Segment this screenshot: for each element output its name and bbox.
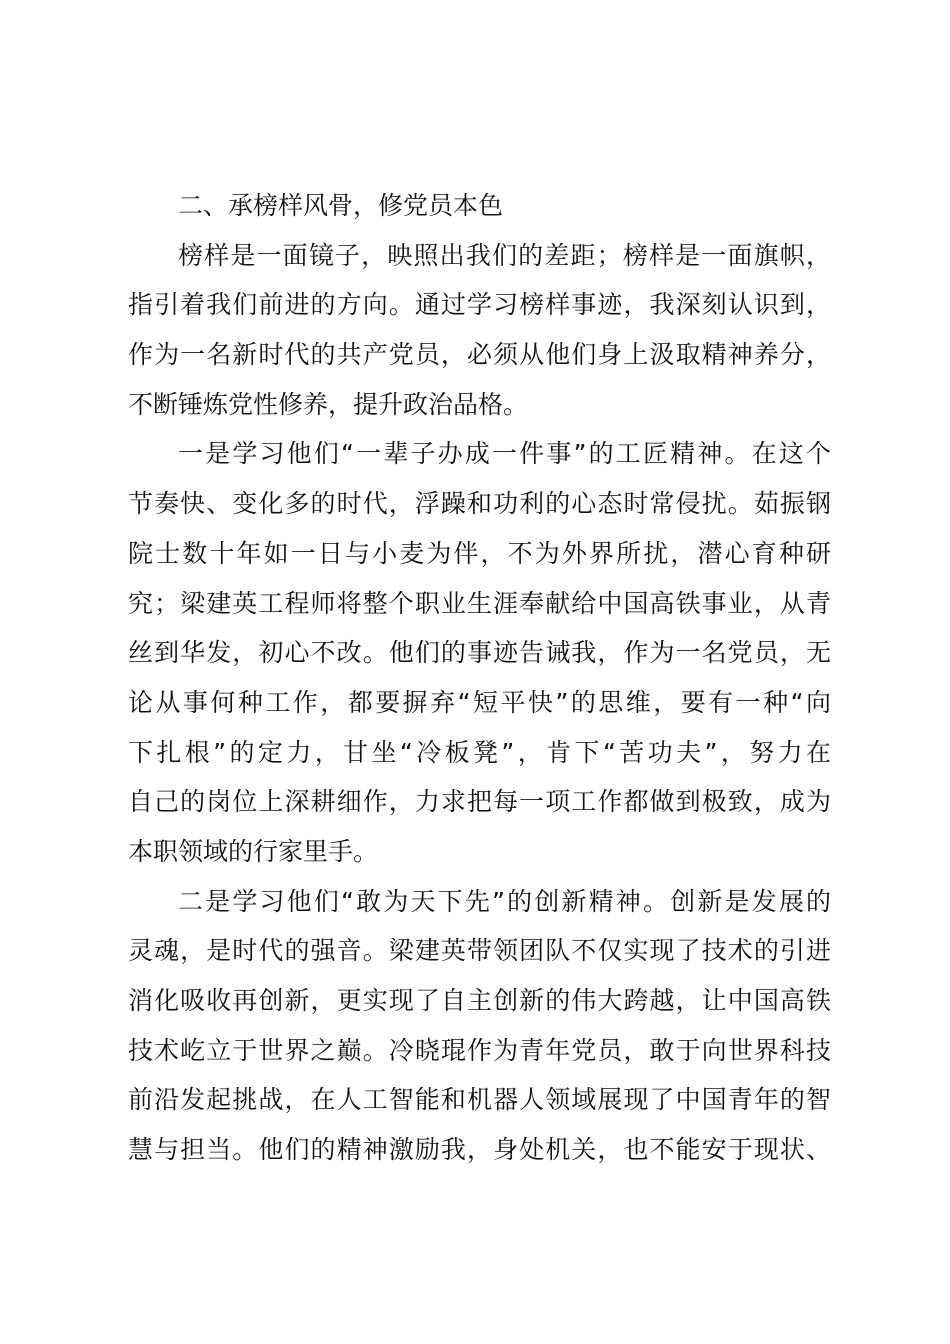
paragraph-line: 自己的岗位上深耕细作，力求把每一项工作都做到极致，成为: [128, 787, 831, 817]
paragraph-line: 灵魂，是时代的强音。梁建英带领团队不仅实现了技术的引进: [128, 936, 831, 966]
document-body: [128, 181, 831, 1175]
paragraph-line: 一是学习他们“一辈子办成一件事”的工匠精神。在这个: [178, 439, 831, 469]
paragraph-line: 丝到华发，初心不改。他们的事迹告诫我，作为一名党员，无: [128, 638, 831, 668]
paragraph-line: 指引着我们前进的方向。通过学习榜样事迹，我深刻认识到，: [128, 290, 831, 320]
section-heading: 二、承榜样风骨，修党员本色: [178, 191, 504, 220]
paragraph-line: 下扎根”的定力，甘坐“冷板凳”，肯下“苦功夫”，努力在: [128, 737, 831, 767]
paragraph-line: 技术屹立于世界之巅。冷晓琨作为青年党员，敢于向世界科技: [128, 1035, 831, 1065]
paragraph-line: 二是学习他们“敢为天下先”的创新精神。创新是发展的: [178, 886, 831, 916]
paragraph-line: 本职领域的行家里手。: [128, 836, 379, 866]
paragraph-line: 论从事何种工作，都要摒弃“短平快”的思维，要有一种“向: [128, 687, 831, 717]
paragraph-line: 榜样是一面镜子，映照出我们的差距；榜样是一面旗帜，: [178, 240, 831, 270]
paragraph-line: 前沿发起挑战，在人工智能和机器人领域展现了中国青年的智: [128, 1085, 831, 1115]
paragraph-line: 消化吸收再创新，更实现了自主创新的伟大跨越，让中国高铁: [128, 986, 831, 1015]
paragraph-line: 院士数十年如一日与小麦为伴，不为外界所扰，潜心育种研: [128, 538, 831, 568]
paragraph-line: 慧与担当。他们的精神激励我，身处机关，也不能安于现状、: [128, 1135, 831, 1165]
paragraph-line: 不断锤炼党性修养，提升政治品格。: [128, 389, 529, 419]
paragraph-line: 节奏快、变化多的时代，浮躁和功利的心态时常侵扰。茹振钢: [128, 489, 831, 519]
paragraph-line: 究；梁建英工程师将整个职业生涯奉献给中国高铁事业，从青: [128, 588, 831, 618]
paragraph-line: 作为一名新时代的共产党员，必须从他们身上汲取精神养分，: [128, 340, 831, 370]
